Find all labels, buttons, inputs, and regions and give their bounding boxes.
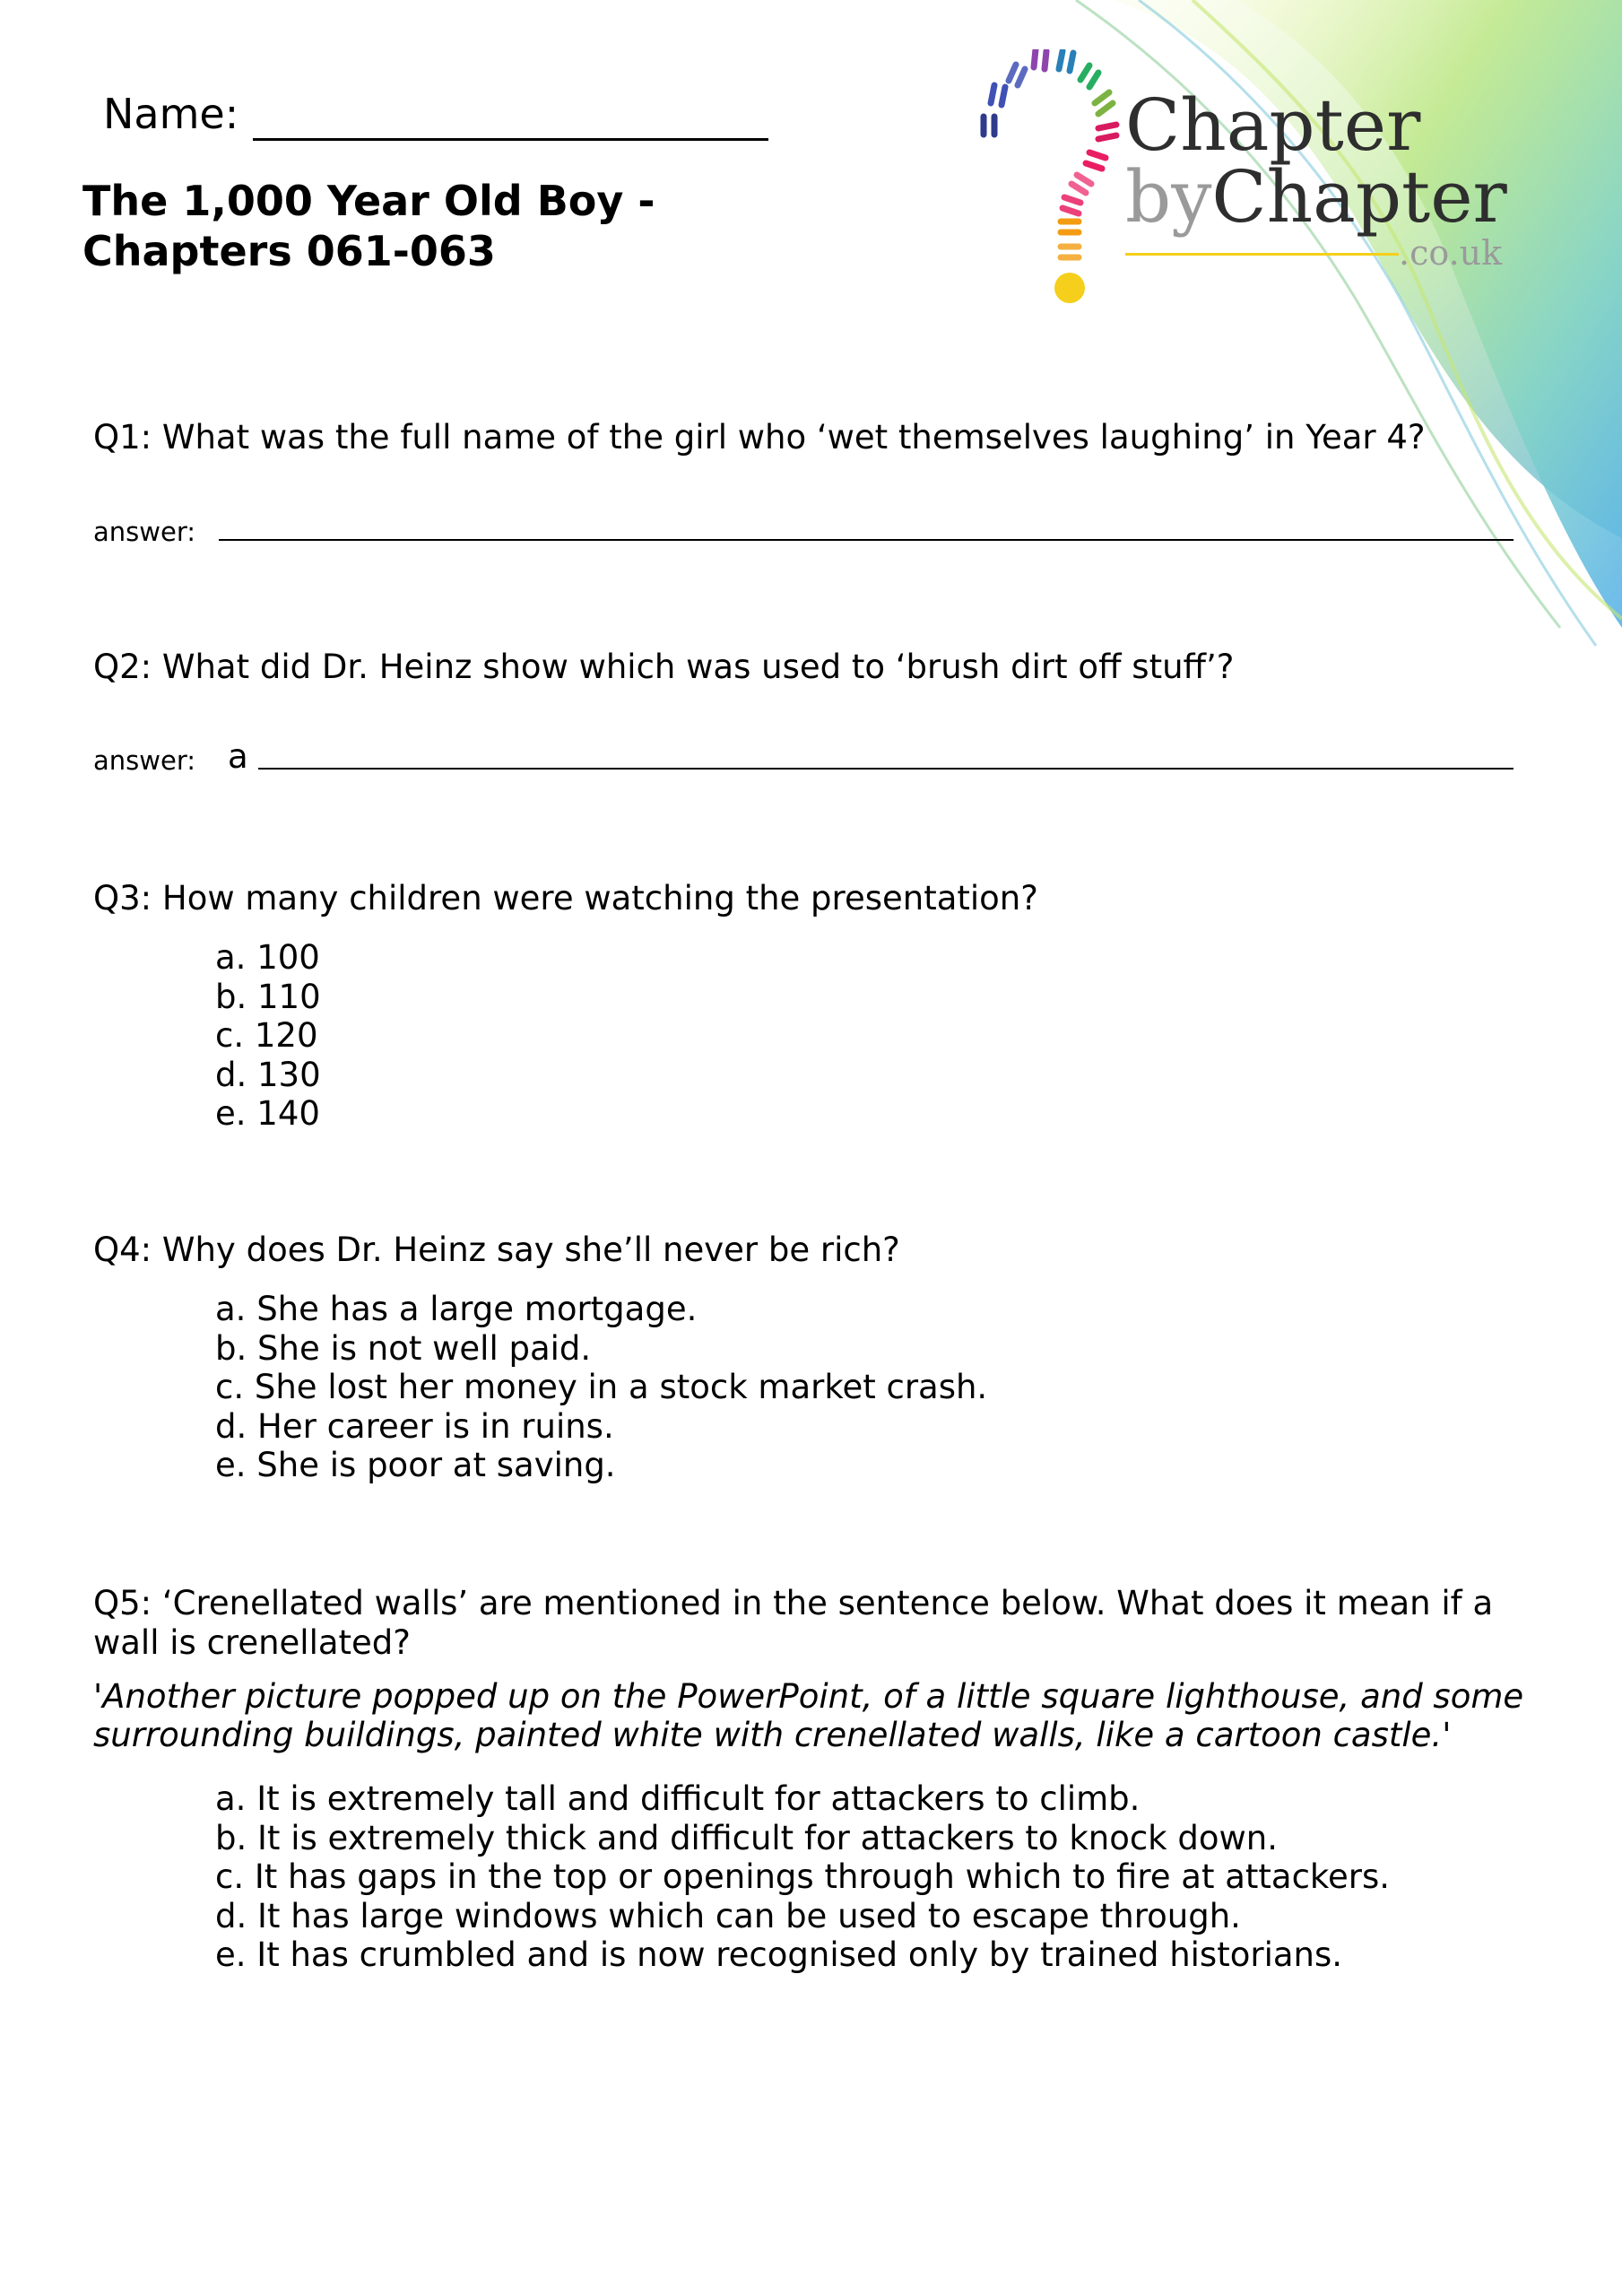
logo-word-chapter: Chapter [1125, 83, 1421, 167]
chapter-by-chapter-logo [964, 49, 1538, 318]
question-4-options [215, 1290, 987, 1485]
option-d[interactable]: d. 130 [215, 1055, 321, 1094]
option-b[interactable]: b. 110 [215, 977, 321, 1016]
question-5-line-2: wall is crenellated? [93, 1623, 411, 1662]
name-field[interactable] [253, 138, 768, 141]
option-e[interactable]: e. 140 [215, 1094, 320, 1133]
option-a[interactable]: a. 100 [215, 938, 320, 977]
option-c[interactable]: c. She lost her money in a stock market crash. [215, 1368, 988, 1406]
option-b[interactable]: b. She is not well paid. [215, 1328, 592, 1368]
logo-underline [1125, 253, 1399, 256]
logo-word-by: by [1125, 155, 1212, 239]
answer-label-2: answer: [93, 745, 196, 776]
logo-domain: .co.uk [1399, 233, 1503, 273]
question-4: Q4: Why does Dr. Heinz say she’ll never be rich? [93, 1231, 900, 1269]
title-line-2: Chapters 061-063 [82, 227, 496, 275]
option-e[interactable]: e. It has crumbled and is now recognised only by trained historians. [215, 1935, 1343, 1974]
option-d[interactable]: d. Her career is in ruins. [215, 1406, 614, 1446]
option-e[interactable]: e. She is poor at saving. [215, 1446, 616, 1484]
question-3-options [215, 938, 321, 1134]
option-d[interactable]: d. It has large windows which can be used to escape through. [215, 1896, 1241, 1935]
page-title [82, 176, 655, 276]
question-5 [93, 1584, 1493, 1663]
option-c[interactable]: c. 120 [215, 1016, 318, 1055]
quotation-line-2: surrounding buildings, painted white with crenellated walls, like a cartoon castle.' [93, 1716, 1452, 1754]
option-b[interactable]: b. It is extremely thick and difficult for attackers to knock down. [215, 1818, 1278, 1857]
logo-word-chapter-2: Chapter [1211, 155, 1507, 239]
option-a[interactable]: a. It is extremely tall and difficult for attackers to climb. [215, 1779, 1141, 1818]
name-label: Name: [103, 90, 239, 138]
answer-prefix-2: a [228, 737, 248, 776]
quotation-line-1: 'Another picture popped up on the PowerPoint, of a little square lighthouse, and some [93, 1677, 1524, 1716]
answer-field-1[interactable] [219, 539, 1514, 541]
answer-field-2[interactable] [258, 768, 1514, 770]
option-a[interactable]: a. She has a large mortgage. [215, 1290, 698, 1328]
answer-label-1: answer: [93, 517, 196, 547]
question-5-options [215, 1779, 1390, 1975]
question-2: Q2: What did Dr. Heinz show which was used to ‘brush dirt off stuff’? [93, 648, 1235, 686]
title-line-1: The 1,000 Year Old Boy - [82, 177, 655, 225]
question-1: Q1: What was the full name of the girl who ‘wet themselves laughing’ in Year 4? [93, 418, 1426, 457]
question-5-line-1: Q5: ‘Crenellated walls’ are mentioned in the sentence below. What does it mean if a [93, 1584, 1494, 1622]
logo-word-bychapter [1125, 155, 1507, 239]
question-3: Q3: How many children were watching the presentation? [93, 879, 1038, 918]
option-c[interactable]: c. It has gaps in the top or openings through which to fire at attackers. [215, 1857, 1391, 1896]
quotation [93, 1677, 1546, 1754]
